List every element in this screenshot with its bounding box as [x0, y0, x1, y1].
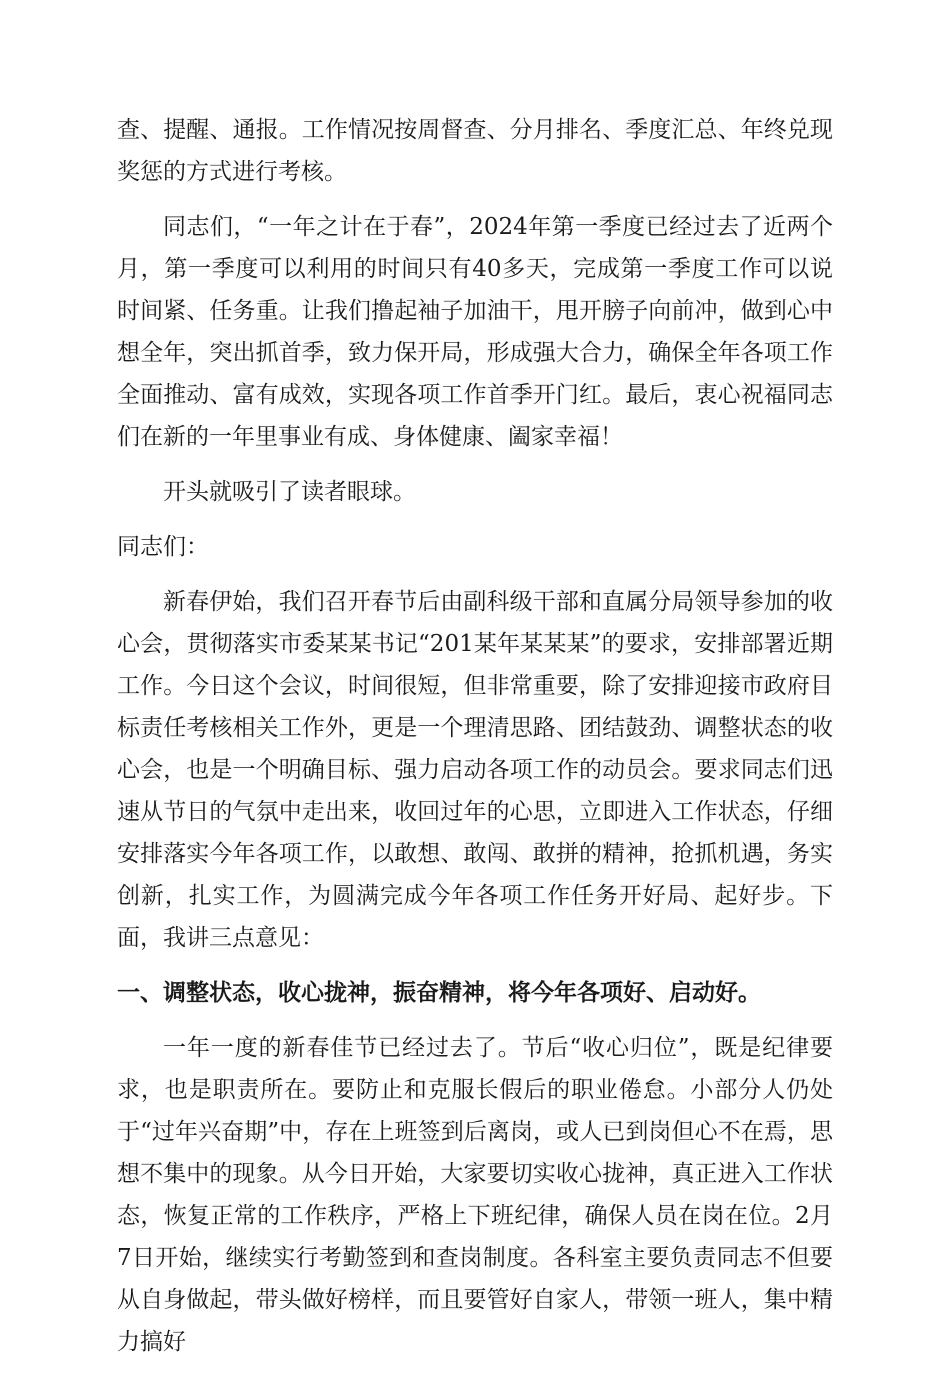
paragraph-comment: 开头就吸引了读者眼球。: [163, 479, 416, 505]
salutation: 同志们：: [117, 534, 209, 560]
document-body: [117, 109, 833, 1376]
paragraph-opening: 新春伊始，我们召开春节后由副科级干部和直属分局领导参加的收心会，贯彻落实市委某某书记“201某年某某某”的要求，安排部署近期工作。今日这个会议，时间很短，但非常重要，除了安排迎接市政府目标责任考核相关工作外，更是一个理清思路、团结鼓劲、调整状态的收心会，也是一个明确目标、强力启动各项工作的动员会。要求同志们迅速从节日的气氛中走出来，收回过年的心思，立即进入工作状态，仔细安排落实今年各项工作，以敢想、敢闯、敢拼的精神，抢抓机遇，务实创新，扎实工作，为圆满完成今年各项工作任务开好局、起好步。下面，我讲三点意见：: [117, 589, 833, 951]
paragraph-continuation: 查、提醒、通报。工作情况按周督查、分月排名、季度汇总、年终兑现奖惩的方式进行考核。: [117, 117, 833, 185]
section-heading-1: 一、调整状态，收心拢神，振奋精神，将今年各项好、启动好。: [117, 979, 761, 1006]
paragraph-section-1: 一年一度的新春佳节已经过去了。节后“收心归位”，既是纪律要求，也是职责所在。要防止和克服长假后的职业倦怠。小部分人仍处于“过年兴奋期”中，存在上班签到后离岗，或人已到岗但心不在焉，思想不集中的现象。从今日开始，大家要切实收心拢神，真正进入工作状态，恢复正常的工作秩序，严格上下班纪律，确保人员在岗在位。2月7日开始，继续实行考勤签到和查岗制度。各科室主要负责同志不但要从自身做起，带头做好榜样，而且要管好自家人，带领一班人，集中精力搞好: [117, 1035, 833, 1355]
paragraph-closing-remarks: 同志们，“一年之计在于春”，2024年第一季度已经过去了近两个月，第一季度可以利用的时间只有40多天，完成第一季度工作可以说时间紧、任务重。让我们撸起袖子加油干，甩开膀子向前冲，做到心中想全年，突出抓首季，致力保开局，形成强大合力，确保全年各项工作全面推动、富有成效，实现各项工作首季开门红。最后，衷心祝福同志们在新的一年里事业有成、身体健康、阖家幸福！: [117, 214, 833, 450]
